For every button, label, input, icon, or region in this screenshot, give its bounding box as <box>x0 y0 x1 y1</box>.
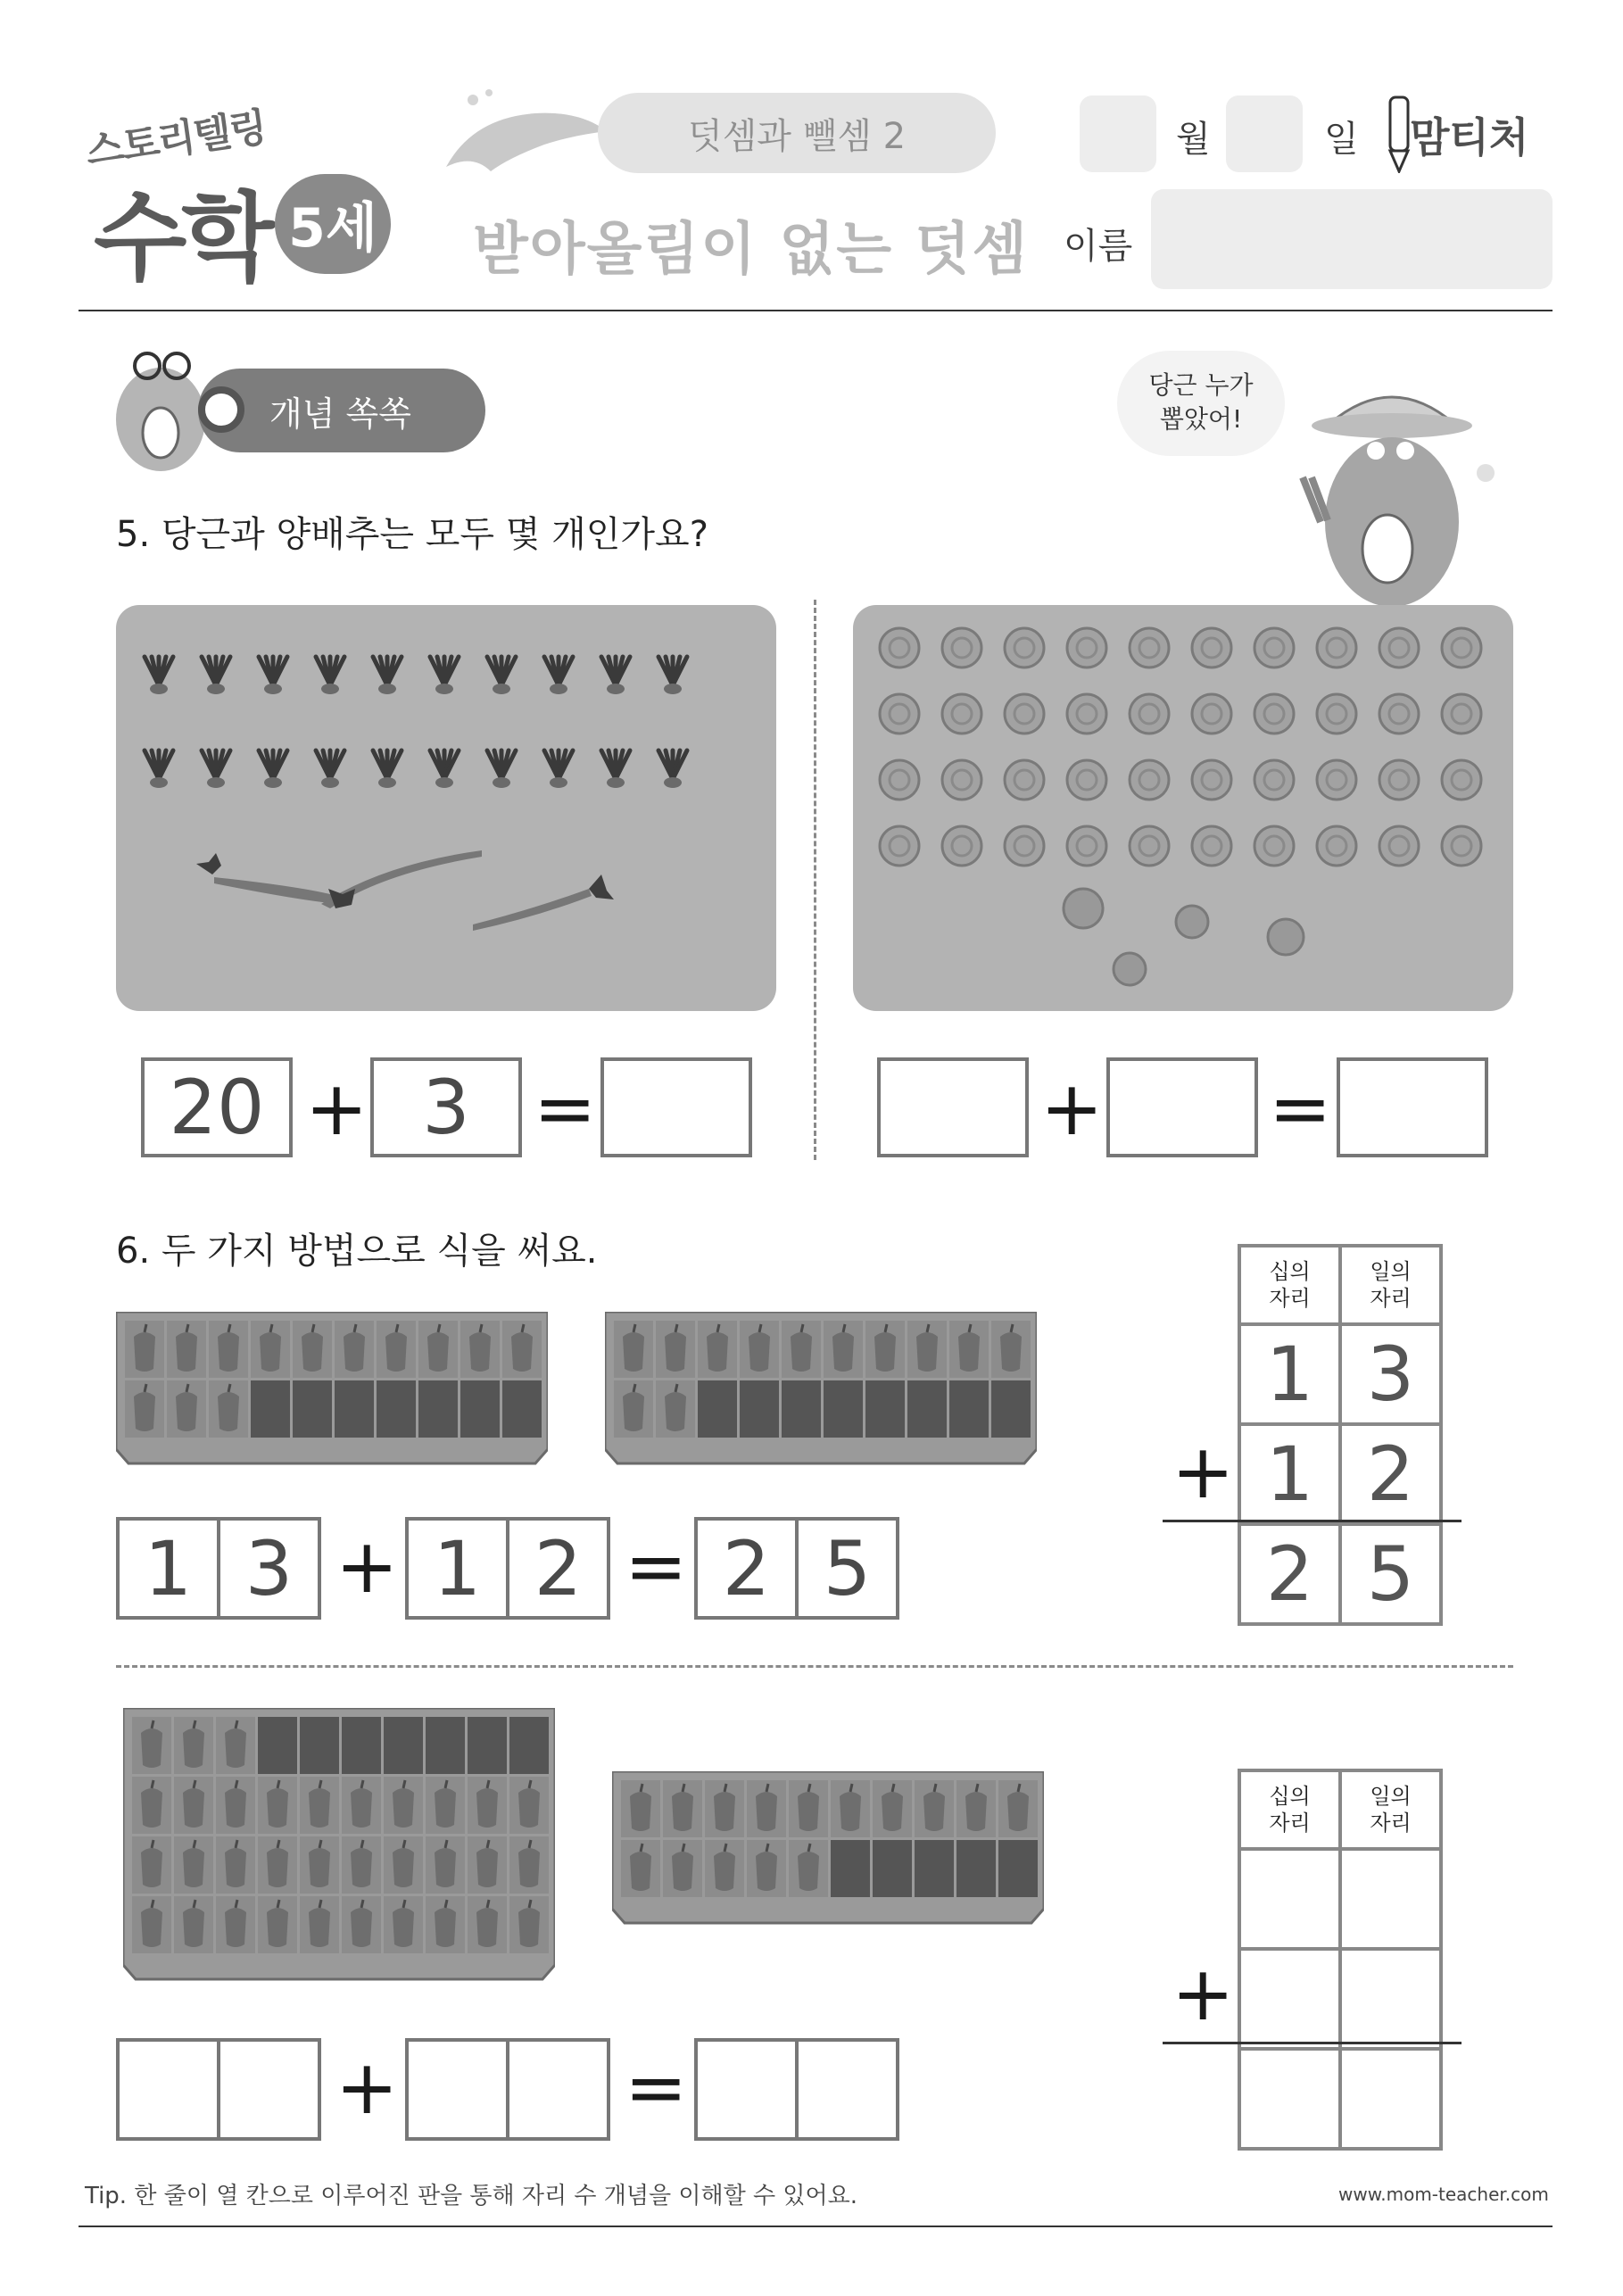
cabbage-icon <box>1005 826 1044 866</box>
cabbage-icon <box>1192 826 1231 866</box>
pepper-icon <box>791 1332 812 1372</box>
tray-cell <box>293 1380 332 1438</box>
ones-place-header: 일의 자리 <box>1340 1770 1441 1849</box>
carrot-eq-box-1[interactable]: 20 <box>141 1057 293 1157</box>
carrot-icon <box>202 750 230 788</box>
carrot-icon <box>145 657 173 694</box>
practice-eq-plus: + <box>335 2043 399 2131</box>
practice-row2-tens[interactable] <box>1239 1949 1340 2049</box>
carrot-icon <box>316 657 344 694</box>
cabbage-icon <box>1442 826 1481 866</box>
cabbage-eq-box-2[interactable] <box>1106 1057 1258 1157</box>
pepper-icon <box>393 1908 414 1947</box>
pepper-icon <box>672 1852 693 1891</box>
header-divider <box>79 310 1553 311</box>
name-label: 이름 <box>1064 226 1133 267</box>
pepper-icon <box>141 1848 162 1887</box>
tens-place-header: 십의 자리 <box>1239 1770 1340 1849</box>
pepper-icon <box>518 1848 540 1887</box>
brand-logo: 맘티처 <box>1410 113 1529 162</box>
pepper-icon <box>630 1792 651 1831</box>
cabbage-icon <box>1442 694 1481 734</box>
pepper-icon <box>832 1332 854 1372</box>
pepper-icon <box>665 1332 686 1372</box>
pepper-icon <box>176 1332 197 1372</box>
topic-pill: 덧셈과 뺄셈 2 <box>598 93 996 173</box>
pepper-icon <box>476 1848 498 1887</box>
pepper-icon <box>267 1788 288 1828</box>
ones-place-header: 일의 자리 <box>1340 1246 1441 1324</box>
example-row2-ones[interactable]: 2 <box>1340 1424 1441 1524</box>
pepper-icon <box>260 1332 281 1372</box>
cabbage-icon <box>942 760 981 800</box>
pepper-icon <box>435 1848 456 1887</box>
example-sum-tens[interactable]: 2 <box>1239 1524 1340 1624</box>
tray-cell <box>251 1380 290 1438</box>
cabbage-field-illustration <box>853 605 1513 1011</box>
day-label: 일 <box>1324 119 1359 160</box>
pepper-icon <box>218 1332 239 1372</box>
example-vertical-plus: + <box>1172 1428 1235 1515</box>
potato-farmer-character-icon <box>1285 370 1499 607</box>
q5-divider <box>814 600 816 1160</box>
cabbage-icon <box>1067 694 1106 734</box>
cabbage-icon <box>1130 628 1169 667</box>
pepper-icon <box>225 1788 246 1828</box>
speech-line-2: 뽑았어! <box>1159 404 1243 434</box>
cabbage-icon <box>1192 760 1231 800</box>
pepper-icon <box>267 1848 288 1887</box>
example-row2-tens[interactable]: 1 <box>1239 1424 1340 1524</box>
pepper-icon <box>916 1332 938 1372</box>
cabbage-icon <box>1192 694 1231 734</box>
pepper-icon <box>923 1792 945 1831</box>
practice-eq-a-tens[interactable] <box>116 2038 220 2141</box>
example-row1-tens[interactable]: 1 <box>1239 1324 1340 1424</box>
pepper-icon <box>874 1332 896 1372</box>
pepper-icon <box>141 1728 162 1768</box>
pepper-icon <box>518 1788 540 1828</box>
pepper-icon <box>183 1788 204 1828</box>
magnifier-icon <box>198 386 244 433</box>
pepper-icon <box>427 1332 449 1372</box>
pepper-icon <box>225 1728 246 1768</box>
pepper-icon <box>385 1332 407 1372</box>
example-row1-ones[interactable]: 3 <box>1340 1324 1441 1424</box>
carrot-icon <box>316 750 344 788</box>
cabbage-icon <box>1255 628 1294 667</box>
practice-tray-left <box>123 1708 555 2004</box>
tray-cell <box>418 1380 458 1438</box>
practice-row1-ones[interactable] <box>1340 1849 1441 1949</box>
pepper-icon <box>798 1792 819 1831</box>
name-field[interactable] <box>1151 189 1553 289</box>
tray-cell <box>342 1717 381 1774</box>
cabbage-icon <box>880 760 919 800</box>
carrot-icon <box>259 657 287 694</box>
practice-sum-tens[interactable] <box>1239 2049 1340 2149</box>
pepper-icon <box>469 1332 491 1372</box>
tray-cell <box>915 1840 954 1897</box>
tray-cell <box>502 1380 542 1438</box>
carrot-eq-plus: + <box>305 1065 368 1152</box>
cabbage-eq-equals: = <box>1269 1065 1332 1152</box>
pepper-icon <box>518 1908 540 1947</box>
example-eq-c-tens[interactable]: 2 <box>694 1517 799 1620</box>
cabbage-icon <box>942 694 981 734</box>
carrot-icon <box>430 657 459 694</box>
pepper-icon <box>1000 1332 1022 1372</box>
pepper-icon <box>344 1332 365 1372</box>
practice-eq-c-tens[interactable] <box>694 2038 799 2141</box>
example-eq-plus: + <box>335 1522 399 1610</box>
pepper-icon <box>309 1848 330 1887</box>
cabbage-icon <box>1379 694 1419 734</box>
pepper-icon <box>511 1332 533 1372</box>
pepper-icon <box>393 1788 414 1828</box>
practice-tray-right <box>612 1771 1044 1937</box>
brand-subtitle: 스토리텔링 <box>83 104 269 175</box>
pepper-icon <box>630 1852 651 1891</box>
q6-text: 6. 두 가지 방법으로 식을 써요. <box>116 1231 598 1272</box>
pepper-icon <box>665 1392 686 1431</box>
example-place-value-table <box>1238 1244 1443 1626</box>
pepper-icon <box>225 1908 246 1947</box>
carrot-eq-answer[interactable] <box>600 1057 752 1157</box>
cabbage-eq-answer[interactable] <box>1337 1057 1488 1157</box>
carrot-icon <box>601 750 630 788</box>
tray-cell <box>991 1380 1031 1438</box>
carrot-icon <box>544 750 573 788</box>
pepper-icon <box>309 1788 330 1828</box>
carrot-icon <box>658 750 687 788</box>
practice-row2-ones[interactable] <box>1340 1949 1441 2049</box>
pepper-icon <box>476 1908 498 1947</box>
cabbage-icon <box>1317 628 1356 667</box>
practice-eq-equals: = <box>625 2043 688 2131</box>
pepper-icon <box>393 1848 414 1887</box>
practice-place-value-table <box>1238 1769 1443 2151</box>
tray-cell <box>824 1380 863 1438</box>
dolphin-icon <box>437 82 616 180</box>
pepper-icon <box>141 1908 162 1947</box>
cabbage-icon <box>1192 628 1231 667</box>
pepper-icon <box>302 1332 323 1372</box>
practice-eq-b-tens[interactable] <box>405 2038 509 2141</box>
pepper-icon <box>756 1792 777 1831</box>
cabbage-icon <box>1442 760 1481 800</box>
carrot-icon <box>487 657 516 694</box>
cabbage-field-panel <box>853 605 1513 1011</box>
concept-badge: 개념 쏙쏙 <box>198 369 485 452</box>
pepper-icon <box>351 1848 372 1887</box>
cabbage-icon <box>880 628 919 667</box>
pepper-icon <box>183 1908 204 1947</box>
pepper-icon <box>351 1908 372 1947</box>
practice-row1-tens[interactable] <box>1239 1849 1340 1949</box>
example-eq-equals: = <box>625 1522 688 1610</box>
cabbage-icon <box>1442 628 1481 667</box>
footer-website: www.mom-teacher.com <box>1338 2184 1549 2205</box>
pepper-icon <box>435 1908 456 1947</box>
q5-text: 5. 당근과 양배추는 모두 몇 개인가요? <box>116 514 708 555</box>
carrot-field-panel <box>116 605 776 1011</box>
brand-title: 수학 <box>94 183 269 294</box>
pepper-icon <box>798 1852 819 1891</box>
cabbage-icon <box>880 694 919 734</box>
speech-line-1: 당근 누가 <box>1148 370 1254 400</box>
example-eq-a-ones[interactable]: 3 <box>217 1517 321 1620</box>
pepper-icon <box>840 1792 861 1831</box>
cabbage-icon <box>1130 694 1169 734</box>
practice-vertical-plus: + <box>1172 1950 1235 2037</box>
carrot-icon <box>601 657 630 694</box>
cabbage-icon <box>1255 694 1294 734</box>
pepper-icon <box>134 1392 155 1431</box>
cabbage-icon <box>880 826 919 866</box>
practice-eq-b-ones[interactable] <box>506 2038 610 2141</box>
cabbage-eq-box-1[interactable] <box>877 1057 1029 1157</box>
month-field[interactable] <box>1080 95 1156 172</box>
pepper-icon <box>623 1332 644 1372</box>
page-title: 받아올림이 없는 덧셈 <box>473 217 1029 283</box>
example-eq-b-ones[interactable]: 2 <box>506 1517 610 1620</box>
cabbage-icon <box>1255 826 1294 866</box>
carrot-icon <box>373 750 402 788</box>
carrot-icon <box>145 750 173 788</box>
cabbage-icon <box>1379 826 1419 866</box>
tray-cell <box>782 1380 821 1438</box>
pepper-icon <box>141 1788 162 1828</box>
pepper-icon <box>965 1792 987 1831</box>
tray-cell <box>998 1840 1038 1897</box>
example-eq-b-tens[interactable]: 1 <box>405 1517 509 1620</box>
cabbage-icon <box>1130 826 1169 866</box>
footer-tip: Tip. 한 줄이 열 칸으로 이루어진 판을 통해 자리 수 개념을 이해할 수 있어요. <box>85 2183 858 2209</box>
example-tray-left <box>116 1312 548 1478</box>
pepper-icon <box>176 1392 197 1431</box>
pepper-icon <box>672 1792 693 1831</box>
pepper-icon <box>623 1392 644 1431</box>
tray-cell <box>377 1380 416 1438</box>
carrot-icon <box>544 657 573 694</box>
tray-cell <box>831 1840 870 1897</box>
cabbage-icon <box>1317 694 1356 734</box>
tray-cell <box>907 1380 947 1438</box>
cabbage-icon <box>1005 694 1044 734</box>
pepper-icon <box>756 1852 777 1891</box>
example-sum-ones[interactable]: 5 <box>1340 1524 1441 1624</box>
pepper-icon <box>351 1788 372 1828</box>
carrot-icon <box>259 750 287 788</box>
carrot-eq-equals: = <box>534 1065 597 1152</box>
q6-divider <box>116 1665 1513 1668</box>
pepper-icon <box>707 1332 728 1372</box>
pepper-icon <box>476 1788 498 1828</box>
pepper-icon <box>714 1792 735 1831</box>
cabbage-icon <box>1379 628 1419 667</box>
pepper-icon <box>134 1332 155 1372</box>
cabbage-icon <box>1317 826 1356 866</box>
carrot-icon <box>373 657 402 694</box>
tray-cell <box>300 1717 339 1774</box>
tens-place-header: 십의 자리 <box>1239 1246 1340 1324</box>
pepper-icon <box>958 1332 980 1372</box>
cabbage-icon <box>1067 760 1106 800</box>
pepper-icon <box>1007 1792 1029 1831</box>
cabbage-icon <box>1067 826 1106 866</box>
example-sum-line <box>1163 1520 1462 1522</box>
tray-cell <box>384 1717 423 1774</box>
tray-cell <box>426 1717 465 1774</box>
tray-cell <box>468 1717 507 1774</box>
cabbage-icon <box>1255 760 1294 800</box>
tray-cell <box>865 1380 905 1438</box>
practice-eq-a-ones[interactable] <box>217 2038 321 2141</box>
cabbage-icon <box>1130 760 1169 800</box>
practice-eq-c-ones[interactable] <box>795 2038 899 2141</box>
example-tray-right <box>605 1312 1037 1478</box>
footer-divider <box>79 2226 1553 2227</box>
carrot-field-illustration <box>116 605 776 1011</box>
cabbage-icon <box>1005 628 1044 667</box>
tray-cell <box>740 1380 779 1438</box>
pepper-icon <box>183 1848 204 1887</box>
carrot-eq-box-2[interactable]: 3 <box>370 1057 522 1157</box>
pepper-icon <box>267 1908 288 1947</box>
cabbage-icon <box>1379 760 1419 800</box>
pepper-icon <box>225 1848 246 1887</box>
tray-cell <box>873 1840 912 1897</box>
speech-bubble <box>1117 351 1285 456</box>
cabbage-icon <box>1005 760 1044 800</box>
carrot-icon <box>658 657 687 694</box>
tray-cell <box>956 1840 996 1897</box>
cabbage-icon <box>1317 760 1356 800</box>
cabbage-eq-plus: + <box>1040 1065 1104 1152</box>
example-eq-c-ones[interactable]: 5 <box>795 1517 899 1620</box>
month-label: 월 <box>1176 119 1211 160</box>
pepper-icon <box>218 1392 239 1431</box>
pepper-icon <box>882 1792 903 1831</box>
carrot-icon <box>202 657 230 694</box>
pepper-icon <box>714 1852 735 1891</box>
practice-sum-ones[interactable] <box>1340 2049 1441 2149</box>
carrot-icon <box>430 750 459 788</box>
carrot-icon <box>487 750 516 788</box>
tray-cell <box>258 1717 297 1774</box>
practice-sum-line <box>1163 2042 1462 2044</box>
tray-cell <box>698 1380 737 1438</box>
tray-cell <box>460 1380 500 1438</box>
tray-cell <box>335 1380 374 1438</box>
pepper-icon <box>435 1788 456 1828</box>
cabbage-icon <box>942 826 981 866</box>
tray-cell <box>509 1717 549 1774</box>
hamster-character-icon <box>98 335 214 477</box>
cabbage-icon <box>1067 628 1106 667</box>
pepper-icon <box>309 1908 330 1947</box>
example-eq-a-tens[interactable]: 1 <box>116 1517 220 1620</box>
age-badge: 5세 <box>275 174 391 274</box>
pepper-icon <box>749 1332 770 1372</box>
day-field[interactable] <box>1226 95 1303 172</box>
cabbage-icon <box>942 628 981 667</box>
tray-cell <box>949 1380 989 1438</box>
pepper-icon <box>183 1728 204 1768</box>
